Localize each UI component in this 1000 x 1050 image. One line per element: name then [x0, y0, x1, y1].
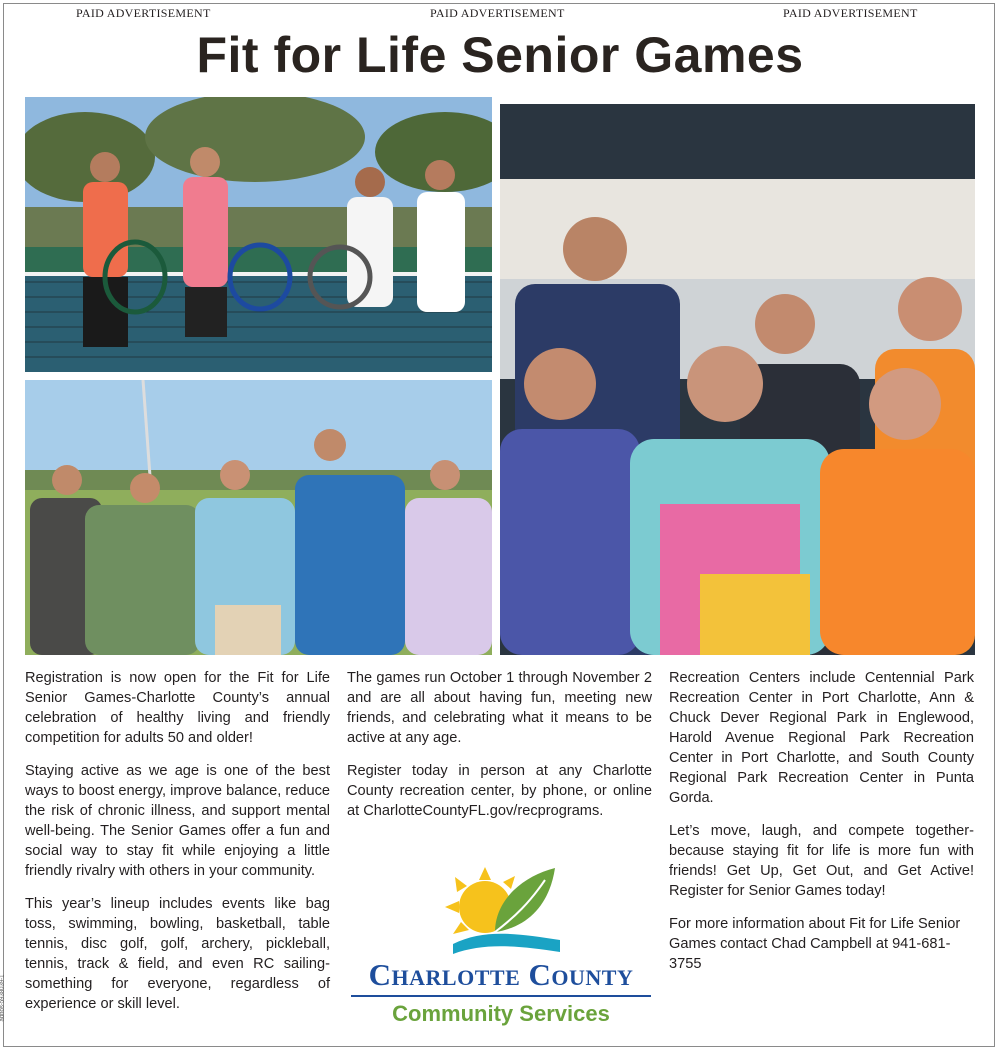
logo-subtitle: Community Services [392, 1001, 610, 1026]
tennis-players-photo [25, 97, 492, 372]
body-column-1 [25, 668, 330, 1027]
ad-code: adnos-5938039-1 [0, 974, 6, 1022]
body-column-3 [669, 668, 974, 987]
column3-paragraph-2: Let’s move, laugh, and compete together-because staying fit for life is more fun with friends! Get Up, Get Out, and Get Active! Register for Senior Games today! [669, 823, 974, 899]
charlotte-county-logo [345, 862, 657, 1037]
golfers-photo [25, 380, 492, 655]
column2-paragraph-2: Register today in person at any Charlotte County recreation center, by phone, or online at CharlotteCountyFL.gov/recprograms. [347, 763, 652, 819]
column1-paragraph-3: This year’s lineup includes events like bag toss, swimming, bowling, basketball, table tennis, disc golf, golf, archery, pickleball, tennis, track & field, and even RC sailing-something for everyone, regardless of experience or skill level. [25, 896, 330, 1012]
bowlers-photo [500, 104, 975, 655]
column1-paragraph-1: Registration is now open for the Fit for Life Senior Games-Charlotte County’s annual celebration of healthy living and friendly competition for adults 50 and older! [25, 670, 330, 746]
column3-paragraph-1: Recreation Centers include Centennial Park Recreation Center in Port Charlotte, Ann & Chuck Dever Regional Park in Englewood, Harold Avenue Regional Park Recreation Center in Port Charlotte, and South County Regional Park Recreation Center in Punta Gorda. [669, 670, 974, 806]
column1-paragraph-2: Staying active as we age is one of the best ways to boost energy, improve balance, reduce the risk of chronic illness, and support mental well-being. The Senior Games offer a fun and social way to stay fit while enjoying a little friendly rivalry with others in your community. [25, 763, 330, 879]
headline: Fit for Life Senior Games [196, 27, 804, 83]
column2-paragraph-1: The games run October 1 through November 2 and are all about having fun, meeting new friends, and celebrating what it means to be active at any age. [347, 670, 652, 746]
paid-advertisement-left: PAID ADVERTISEMENT [76, 6, 211, 20]
logo-title: Charlotte County [368, 957, 634, 992]
logo-divider [351, 995, 651, 997]
body-column-2 [347, 668, 652, 834]
column3-paragraph-3: For more information about Fit for Life Senior Games contact Chad Campbell at 941-681-3755 [669, 916, 961, 972]
paid-advertisement-center: PAID ADVERTISEMENT [430, 6, 565, 20]
sun-leaf-icon [345, 862, 657, 957]
paid-advertisement-right: PAID ADVERTISEMENT [783, 6, 918, 20]
